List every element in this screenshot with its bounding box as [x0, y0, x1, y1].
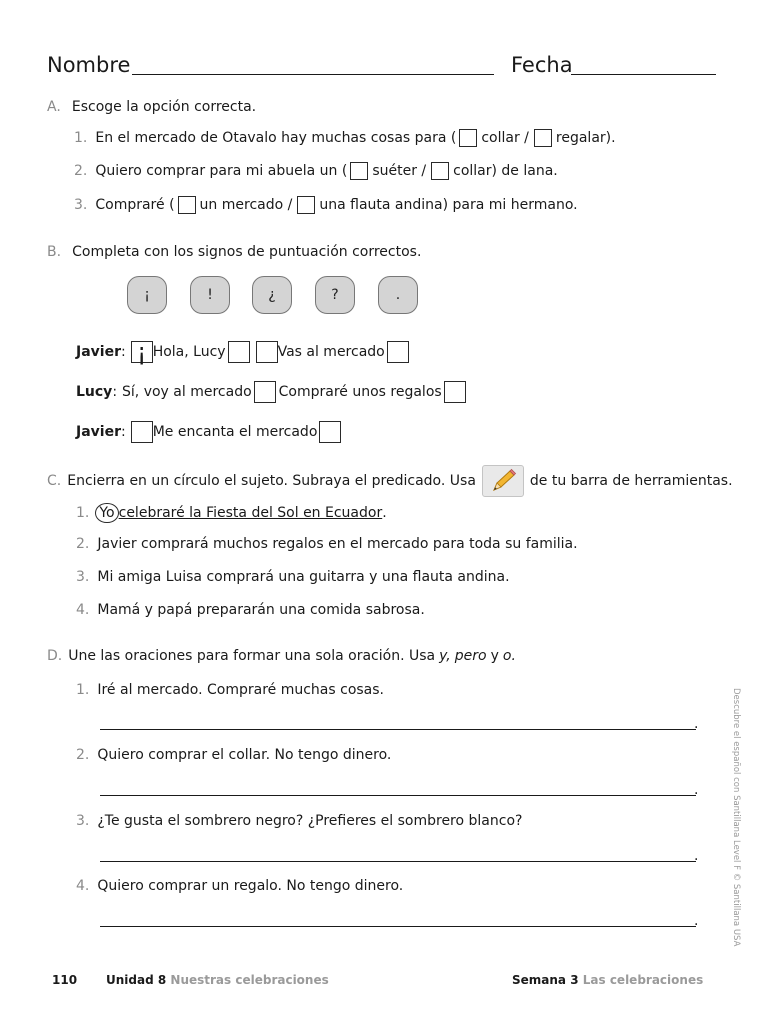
question-number: 3.: [74, 197, 88, 213]
speaker-colon: :: [112, 384, 118, 400]
option-text: un mercado /: [199, 197, 293, 213]
dialogue-line-3: [76, 421, 341, 443]
sentence-text: Iré al mercado. Compraré muchas cosas.: [97, 682, 384, 698]
sentence-text: Quiero comprar el collar. No tengo dinero.: [97, 747, 392, 763]
question-a3: [74, 196, 578, 214]
section-letter: D.: [47, 648, 63, 664]
option-checkbox[interactable]: [178, 196, 196, 214]
sentence-text[interactable]: Mamá y papá prepararán una comida sabrosa.: [97, 602, 425, 618]
option-text: collar /: [481, 130, 529, 146]
page-number: 110: [52, 973, 78, 987]
sentence-text: Quiero comprar un regalo. No tengo dinero.: [97, 878, 404, 894]
option-checkbox[interactable]: [350, 162, 368, 180]
sentence-c4: [76, 602, 425, 618]
sentence-number: 3.: [76, 813, 90, 829]
sign-button-open-exclamation[interactable]: ¡: [127, 276, 167, 314]
sentence-number: 3.: [76, 569, 90, 585]
dialogue-text: Vas al mercado: [277, 344, 385, 360]
section-c-heading: [47, 465, 733, 497]
question-text: Quiero comprar para mi abuela un (: [95, 163, 348, 179]
date-label: Fecha: [511, 53, 573, 77]
unit-label: Unidad 8: [106, 973, 167, 987]
section-instruction: Encierra en un círculo el sujeto. Subraya el predicado. Usa: [67, 473, 476, 489]
name-label: Nombre: [47, 53, 131, 77]
sign-button-exclamation[interactable]: !: [190, 276, 230, 314]
punctuation-box[interactable]: [256, 341, 278, 363]
sentence-d3: [76, 813, 522, 829]
option-checkbox[interactable]: [297, 196, 315, 214]
sentence-end: .: [382, 505, 387, 521]
question-a2: [74, 162, 558, 180]
speaker-colon: :: [120, 344, 126, 360]
sentence-c3: [76, 569, 510, 585]
section-b-heading: [47, 241, 421, 260]
punctuation-box[interactable]: [319, 421, 341, 443]
question-text: En el mercado de Otavalo hay muchas cosas para (: [95, 130, 457, 146]
dialogue-line-1: [76, 338, 409, 366]
dialogue-text: Hola, Lucy: [152, 344, 226, 360]
sentence-d2: [76, 747, 391, 763]
answer-line-3[interactable]: [100, 861, 696, 862]
answer-period: .: [694, 913, 699, 929]
sentence-c1: [76, 503, 387, 523]
sentence-c2: [76, 536, 578, 552]
section-instruction-end: de tu barra de herramientas.: [529, 473, 733, 489]
sentence-text[interactable]: Javier comprará muchos regalos en el mercado para toda su familia.: [97, 536, 578, 552]
option-text: suéter /: [372, 163, 427, 179]
section-instruction: Une las oraciones para formar una sola oración. Usa: [68, 648, 436, 664]
answer-line-1[interactable]: [100, 729, 696, 730]
week-label: Semana 3: [512, 973, 579, 987]
sentence-number: 4.: [76, 878, 90, 894]
option-checkbox[interactable]: [534, 129, 552, 147]
option-checkbox[interactable]: [431, 162, 449, 180]
speaker-name: Javier: [76, 344, 121, 360]
sentence-d1: [76, 682, 384, 698]
option-text: collar) de lana.: [453, 163, 558, 179]
underlined-predicate[interactable]: celebraré la Fiesta del Sol en Ecuador: [118, 505, 383, 521]
answer-period: .: [694, 716, 699, 732]
section-letter: B.: [47, 244, 62, 260]
punctuation-box[interactable]: [444, 381, 466, 403]
punctuation-box[interactable]: [387, 341, 409, 363]
section-a-heading: [47, 96, 256, 115]
footer-week: [512, 973, 703, 987]
dialogue-text: Me encanta el mercado: [152, 424, 318, 440]
sentence-d4: [76, 878, 403, 894]
week-name: Las celebraciones: [582, 973, 704, 987]
dialogue-text: Compraré unos regalos: [278, 384, 442, 400]
option-text: una flauta andina) para mi hermano.: [319, 197, 578, 213]
footer-unit: [106, 973, 329, 987]
dialogue-line-2: [76, 381, 466, 403]
sentence-number: 2.: [76, 747, 90, 763]
copyright-note: Descubre el español con Santillana Level F © Santillana USA: [731, 688, 741, 947]
sign-button-open-question[interactable]: ¿: [252, 276, 292, 314]
sentence-number: 4.: [76, 602, 90, 618]
name-field[interactable]: [132, 74, 494, 75]
question-number: 2.: [74, 163, 88, 179]
section-letter: C.: [47, 473, 62, 489]
section-instruction: Completa con los signos de puntuación correctos.: [72, 244, 422, 260]
section-letter: A.: [47, 99, 61, 115]
circled-subject[interactable]: Yo: [95, 503, 118, 523]
sentence-number: 1.: [76, 682, 90, 698]
section-d-heading: [47, 648, 516, 664]
speaker-name: Javier: [76, 424, 121, 440]
speaker-name: Lucy: [76, 384, 113, 400]
answer-period: .: [694, 782, 699, 798]
sentence-text: ¿Te gusta el sombrero negro? ¿Prefieres el sombrero blanco?: [97, 813, 523, 829]
punctuation-box[interactable]: [254, 381, 276, 403]
answer-period: .: [694, 848, 699, 864]
punctuation-box[interactable]: [228, 341, 250, 363]
punctuation-box[interactable]: [131, 421, 153, 443]
connector-word: o.: [502, 648, 516, 664]
answer-line-4[interactable]: [100, 926, 696, 927]
sign-button-period[interactable]: .: [378, 276, 418, 314]
option-checkbox[interactable]: [459, 129, 477, 147]
answer-line-2[interactable]: [100, 795, 696, 796]
sign-button-question[interactable]: ?: [315, 276, 355, 314]
sentence-text[interactable]: Mi amiga Luisa comprará una guitarra y una flauta andina.: [97, 569, 510, 585]
pencil-icon-svg: [488, 468, 518, 494]
date-field[interactable]: [571, 74, 716, 75]
pencil-icon[interactable]: [482, 465, 524, 497]
question-a1: [74, 129, 616, 147]
sentence-number: 2.: [76, 536, 90, 552]
unit-name: Nuestras celebraciones: [170, 973, 329, 987]
connector-and: y: [490, 648, 499, 664]
section-instruction: Escoge la opción correcta.: [71, 99, 257, 115]
question-text: Compraré (: [95, 197, 175, 213]
question-number: 1.: [74, 130, 88, 146]
punctuation-box[interactable]: ¡: [131, 341, 153, 363]
sentence-number: 1.: [76, 505, 90, 521]
connector-word: y,: [439, 648, 451, 664]
option-text: regalar).: [555, 130, 616, 146]
dialogue-text: Sí, voy al mercado: [122, 384, 252, 400]
connector-word: pero: [454, 648, 487, 664]
speaker-colon: :: [120, 424, 126, 440]
